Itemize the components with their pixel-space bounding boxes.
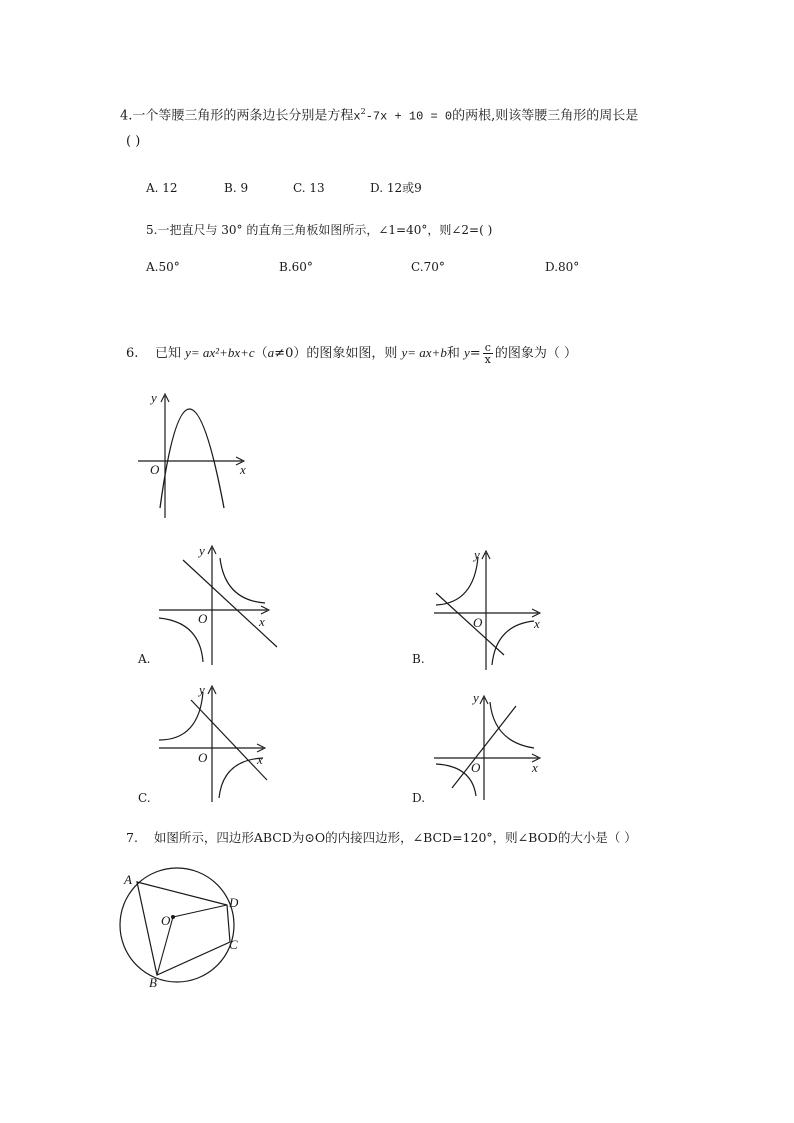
q4-option-c[interactable]: C. 13 xyxy=(293,181,325,195)
q5-option-b[interactable]: B.60° xyxy=(279,260,313,274)
q6-cond-open: （ xyxy=(254,346,268,361)
q4-eq-rest: -7x + 10 = 0 xyxy=(365,109,453,124)
graph-c-hyperbola-left xyxy=(159,692,203,740)
q4-stem xyxy=(120,104,638,124)
q6-main-x-label: x xyxy=(240,462,246,477)
graph-c-x-label: x xyxy=(257,752,263,767)
q7-diagram xyxy=(115,865,285,995)
q6-option-c[interactable]: C. xyxy=(138,791,151,805)
q5-option-a[interactable]: A.50° xyxy=(146,260,180,274)
q6-option-d[interactable]: D. xyxy=(412,791,426,805)
graph-a-hyperbola-lower xyxy=(159,618,203,662)
q6-main-y-label: y xyxy=(151,390,157,405)
q4-answer-paren: ( ) xyxy=(126,134,141,149)
q6-graph-a xyxy=(155,540,285,670)
q4-option-d[interactable]: D. 12或9 xyxy=(370,181,422,195)
graph-b-origin-label: O xyxy=(473,615,483,630)
q6-tail: 的图象为（ ） xyxy=(494,346,577,361)
q6-graph-d xyxy=(430,690,560,820)
q7-segment-od xyxy=(173,905,227,917)
q6-frac-den: x xyxy=(484,353,491,366)
q6-cond-a: a xyxy=(267,345,275,360)
q6-option-b[interactable]: B. xyxy=(412,652,425,666)
graph-b-hyperbola-right xyxy=(492,621,534,665)
q6-frac-num: c xyxy=(484,341,491,354)
q7-label-a: A xyxy=(124,872,132,887)
graph-a-y-label: y xyxy=(199,543,205,558)
q6-lead: 已知 xyxy=(154,346,181,361)
q4-prefix: 4.一个等腰三角形的两条边长分别是方程 xyxy=(120,108,354,124)
q5-stem: 5.一把直尺与 30° 的直角三角板如图所示，∠1=40°，则∠2=( ) xyxy=(146,223,493,237)
q7-label-b: B xyxy=(149,975,157,990)
graph-a-line xyxy=(183,560,277,647)
q6-y1: y xyxy=(185,345,191,360)
graph-a-origin-label: O xyxy=(198,611,208,626)
q4-option-b[interactable]: B. 9 xyxy=(224,181,249,195)
q6-eq1: = ax²+bx+c xyxy=(190,345,255,360)
graph-c-line xyxy=(191,700,267,780)
q7-stem xyxy=(126,830,637,846)
q7-label-o: O xyxy=(161,913,171,928)
q6-option-a[interactable]: A. xyxy=(138,652,151,666)
q4-suffix: 的两根,则该等腰三角形的周长是 xyxy=(452,108,639,124)
graph-d-hyperbola-upper xyxy=(490,702,534,748)
q6-main-parabola xyxy=(160,409,224,508)
graph-a-hyperbola-upper xyxy=(220,558,265,603)
q6-y2: y xyxy=(401,345,408,360)
graph-b-y-label: y xyxy=(474,547,480,562)
graph-d-hyperbola-lower xyxy=(436,764,476,796)
q7-center-dot xyxy=(171,915,175,919)
q7-label-d: D xyxy=(229,895,239,910)
graph-b-hyperbola-left xyxy=(436,557,478,605)
q6-eq2: = ax+b xyxy=(407,345,447,360)
q7-text: 如图所示，四边形ABCD为⊙O的内接四边形，∠BCD=120°，则∠BOD的大小是（ ） xyxy=(153,830,637,845)
q4-eq-x: x xyxy=(353,109,361,124)
q6-y3: y xyxy=(464,345,470,360)
q6-number: 6. xyxy=(126,346,139,361)
graph-d-origin-label: O xyxy=(471,760,481,775)
q6-main-graph xyxy=(130,390,260,530)
graph-b-line xyxy=(436,593,504,655)
q7-quadrilateral xyxy=(137,882,230,975)
graph-c-origin-label: O xyxy=(198,750,208,765)
q5-option-c[interactable]: C.70° xyxy=(411,260,445,274)
q6-stem xyxy=(126,342,577,365)
graph-c-y-label: y xyxy=(199,682,205,697)
q4-option-a[interactable]: A. 12 xyxy=(146,181,178,195)
graph-d-y-label: y xyxy=(473,690,479,705)
q4-eq-exp: 2 xyxy=(360,107,366,116)
graph-a-x-label: x xyxy=(259,614,265,629)
q6-cond-rest: ≠0）的图象如图，则 xyxy=(274,346,398,361)
q7-label-c: C xyxy=(229,937,238,952)
q6-graph-b xyxy=(430,545,560,675)
q6-main-origin-label: O xyxy=(150,462,160,477)
q6-graph-c xyxy=(155,680,285,810)
q7-number: 7. xyxy=(126,830,138,845)
graph-b-x-label: x xyxy=(534,616,540,631)
q6-and: 和 xyxy=(446,346,460,361)
q6-fraction xyxy=(483,342,493,365)
graph-d-x-label: x xyxy=(532,760,538,775)
q6-eq3: = xyxy=(469,346,481,361)
q5-option-d[interactable]: D.80° xyxy=(545,260,580,274)
